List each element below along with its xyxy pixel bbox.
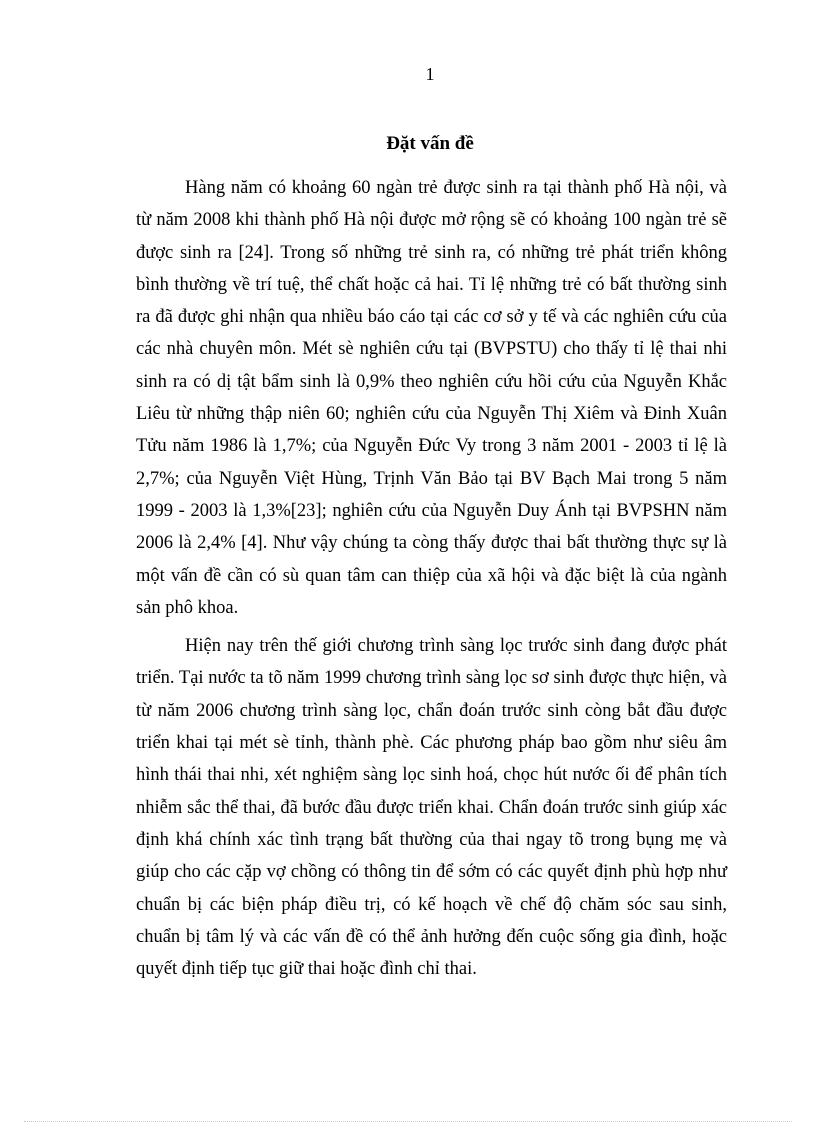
- page-number: 1: [425, 64, 435, 84]
- page-bottom-divider: [24, 1121, 792, 1122]
- document-body: [136, 172, 727, 985]
- paragraph: Hàng năm có khoảng 60 ngàn trẻ được sinh ra tại thành phố Hà nội, và từ năm 2008 khi thành phố Hà nội được mở rộng sẽ có khoảng 100 ngàn trẻ sẽ được sinh ra [24]. Trong số những trẻ sinh ra, có những trẻ phát triển không bình thường về trí tuệ, thể chất hoặc cả hai. Tỉ lệ những trẻ có bất thường sinh ra đã được ghi nhận qua nhiều báo cáo tại các cơ sở y tế và các nghiên cứu của các nhà chuyên môn. Mét sè nghiên cứu tại (BVPSTU) cho thấy tỉ lệ thai nhi sinh ra có dị tật bẩm sinh là 0,9% theo nghiên cứu hồi cứu của Nguyễn Khắc Liêu từ những thập niên 60; nghiên cứu của Nguyễn Thị Xiêm và Đinh Xuân Tửu năm 1986 là 1,7%; của Nguyễn Đức Vy trong 3 năm 2001 - 2003 tỉ lệ là 2,7%; của Nguyễn Việt Hùng, Trịnh Văn Bảo tại BV Bạch Mai trong 5 năm 1999 - 2003 là 1,3%[23]; nghiên cứu của Nguyễn Duy Ánh tại BVPSHN năm 2006 là 2,4% [4]. Như vậy chúng ta còng thấy được thai bất thường thực sự là một vấn đề cần có sù quan tâm can thiệp của xã hội và đặc biệt là của ngành sản phô khoa.: [136, 178, 727, 618]
- page-title: Đặt vấn đề: [386, 133, 474, 154]
- paragraph: Hiện nay trên thế giới chương trình sàng lọc trước sinh đang được phát triển. Tại nước ta tõ năm 1999 chương trình sàng lọc sơ sinh được thực hiện, và từ năm 2006 chương trình sàng lọc, chẩn đoán trước sinh còng bắt đầu được triển khai tại mét sè tỉnh, thành phè. Các phương pháp bao gồm như siêu âm hình thái thai nhi, xét nghiệm sàng lọc sinh hoá, chọc hút nước ối để phân tích nhiễm sắc thể thai, đã bước đầu được triển khai. Chẩn đoán trước sinh giúp xác định khá chính xác tình trạng bất thường của thai ngay tõ trong bụng mẹ và giúp cho các cặp vợ chồng có thông tin để sớm có các quyết định phù hợp như chuẩn bị các biện pháp điều trị, có kế hoạch về chế độ chăm sóc sau sinh, chuẩn bị tâm lý và các vấn đề có thể ảnh hưởng đến cuộc sống gia đình, hoặc quyết định tiếp tục giữ thai hoặc đình chỉ thai.: [136, 636, 727, 980]
